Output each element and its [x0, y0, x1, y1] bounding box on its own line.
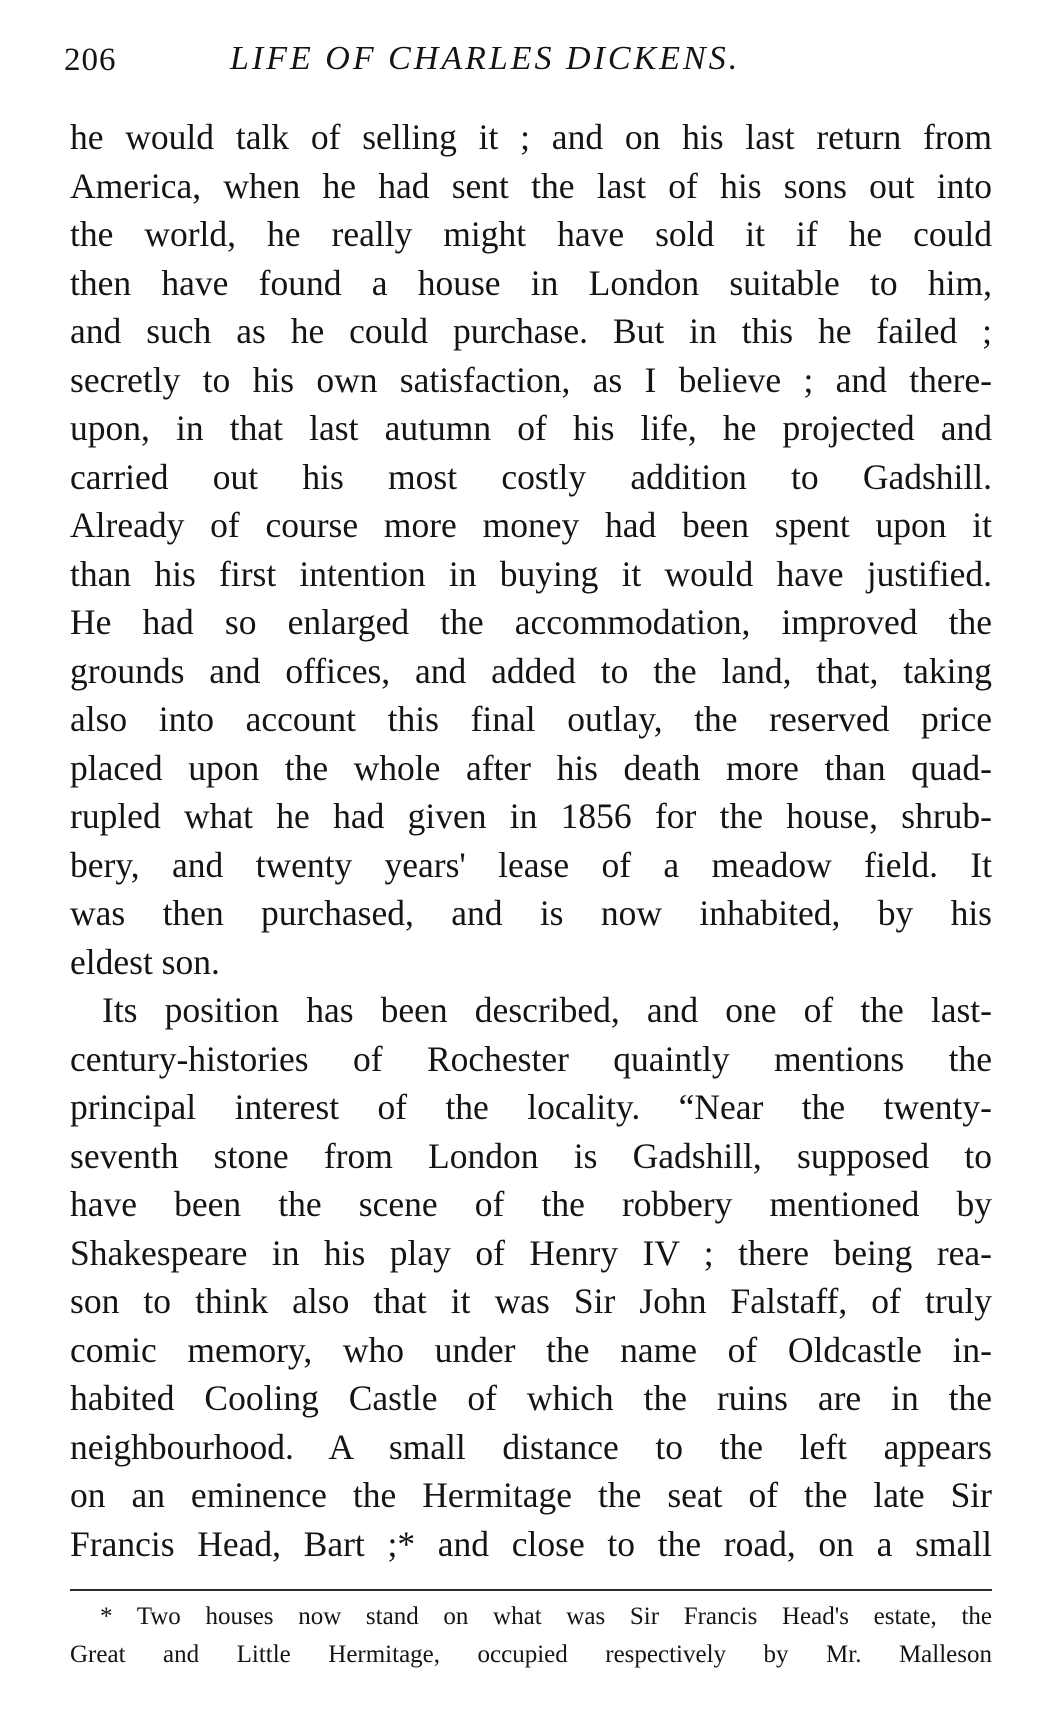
text-line: placed upon the whole after his death more than quad- [70, 747, 992, 788]
text-line: on an eminence the Hermitage the seat of the late Sir [70, 1475, 992, 1515]
text-line: grounds and offices, and added to the land, that, taking [70, 650, 992, 691]
text-line: century-histories of Rochester quaintly mentions the [70, 1038, 992, 1079]
text-line: have been the scene of the robbery mentioned by [70, 1184, 992, 1224]
footnote [70, 1598, 992, 1674]
text-line: the world, he really might have sold it if he could [70, 214, 992, 254]
text-line: Shakespeare in his play of Henry IV ; there being rea- [70, 1232, 992, 1273]
text-line: Already of course more money had been spent upon it [70, 505, 992, 545]
text-line: and such as he could purchase. But in this he failed ; [70, 311, 992, 351]
text-line: carried out his most costly addition to Gadshill. [70, 456, 992, 497]
paragraph-first-line: Its position has been described, and one of the last- [102, 990, 992, 1030]
text-line: comic memory, who under the name of Oldcastle in- [70, 1329, 992, 1370]
running-head [64, 36, 964, 92]
page-number: 206 [64, 42, 117, 78]
text-line: neighbourhood. A small distance to the left appears [70, 1426, 992, 1467]
text-line: Francis Head, Bart ;* and close to the road, on a small [70, 1523, 992, 1564]
footnote-divider [70, 1589, 992, 1591]
footnote-line: * Two houses now stand on what was Sir Francis Head's estate, the [100, 1603, 992, 1630]
text-line: America, when he had sent the last of his sons out into [70, 165, 992, 206]
text-line: rupled what he had given in 1856 for the house, shrub- [70, 796, 992, 836]
text-line: bery, and twenty years' lease of a meadow field. It [70, 844, 992, 885]
text-line: was then purchased, and is now inhabited, by his [70, 893, 992, 933]
text-line: than his first intention in buying it would have justified. [70, 553, 992, 594]
body-text [70, 113, 992, 1568]
text-line: habited Cooling Castle of which the ruins are in the [70, 1378, 992, 1418]
text-line: he would talk of selling it ; and on his last return from [70, 117, 992, 157]
text-line: son to think also that it was Sir John Falstaff, of truly [70, 1281, 992, 1321]
text-line: seventh stone from London is Gadshill, supposed to [70, 1135, 992, 1176]
paragraph-last-line: eldest son. [70, 941, 220, 982]
text-line: then have found a house in London suitable to him, [70, 262, 992, 303]
text-line: principal interest of the locality. “Near the twenty- [70, 1087, 992, 1127]
text-line: also into account this final outlay, the reserved price [70, 699, 992, 739]
running-title: LIFE OF CHARLES DICKENS. [230, 40, 741, 77]
text-line: He had so enlarged the accommodation, improved the [70, 602, 992, 642]
text-line: secretly to his own satisfaction, as I believe ; and there- [70, 359, 992, 400]
text-line: upon, in that last autumn of his life, he projected and [70, 408, 992, 448]
footnote-line: Great and Little Hermitage, occupied respectively by Mr. Malleson [70, 1641, 992, 1668]
